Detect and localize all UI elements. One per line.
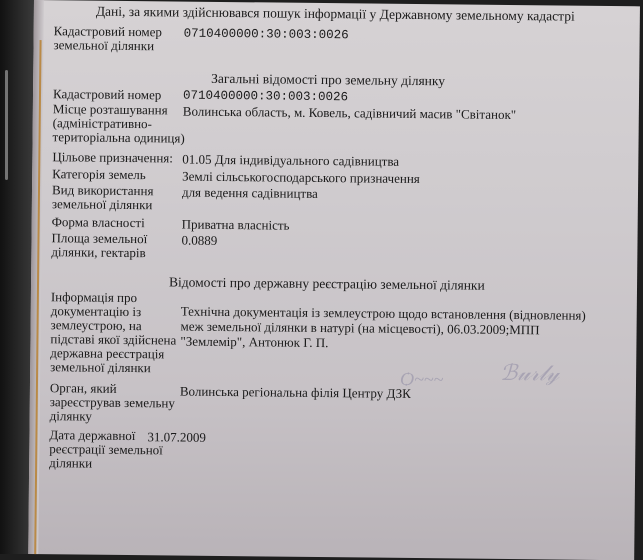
doc-value-2: меж земельної ділянки в натурі (на місцевості), 06.03.2009;МПП [180,318,540,338]
usage-label-1: Вид використання [51,182,154,199]
search-cadastral-value: 0710400000:30:003:0026 [183,26,349,43]
organ-label-3: ділянку [49,408,93,424]
purpose-label: Цільове призначення: [52,149,174,166]
margin-line [34,40,41,560]
general-cadastral-value: 0710400000:30:003:0026 [182,88,349,105]
category-value: Землі сільськогосподарського призначення [182,168,420,187]
doc-label-5: державна реєстрація [50,345,165,362]
doc-value-3: "Землемір", Антонюк Г. П. [180,333,329,351]
location-label-3: територіальна одиниця) [52,129,185,146]
category-label: Категорія земель [52,166,146,183]
doc-label-3: землеустрою, на [50,317,142,334]
search-cadastral-label-1: Кадастровий номер [53,23,163,40]
date-label-3: ділянки [49,455,93,471]
doc-value-1: Технічна документація із землеустрою щодо встановлення (відновлення) [180,303,586,323]
search-section-title: Дані, за якими здійснювався пошук інформації у Державному земельному кадастрі [95,3,575,24]
date-value: 31.07.2009 [147,429,207,445]
organ-label-2: зареєстрував земельну [49,394,175,411]
doc-label-1: Інформація про [50,289,138,306]
doc-label-6: земельної ділянки [50,359,151,376]
usage-value: для ведення садівництва [181,184,318,201]
document-page [28,0,640,560]
usage-label-2: земельної ділянки [51,196,153,213]
area-label-2: ділянки, гектарів [51,244,146,261]
location-label-2: (адміністративно- [52,115,153,132]
location-value: Волинська область, м. Ковель, садівничий масив "Світанок" [182,103,517,123]
organ-value: Волинська регіональна філія Центру ДЗК [179,383,411,401]
search-cadastral-label-2: земельної ділянки [53,37,155,54]
general-section-title: Загальні відомості про земельну ділянку [211,70,446,89]
bleed-through-stamp: Ѻ~~~ [399,368,444,390]
area-value: 0.0889 [181,232,218,248]
bleed-through-signature: ℬ𝓊𝓇𝓁𝓎 [499,359,560,386]
doc-label-4: підставі якої здійснена [50,331,177,348]
organ-label-1: Орган, який [49,380,117,396]
cord-decoration [5,70,8,180]
general-cadastral-label: Кадастровий номер [52,86,162,103]
ownership-label: Форма власності [51,214,145,231]
date-label-2: реєстрації земельної [49,441,163,458]
ownership-value: Приватна власність [181,216,290,233]
location-label-1: Місце розташування [52,101,168,118]
registration-section-title: Відомості про державну реєстрацію земельної ділянки [168,274,485,293]
area-label-1: Площа земельної [51,230,148,247]
doc-label-2: документацію із [50,303,142,320]
purpose-value: 01.05 Для індивідуального садівництва [182,151,400,169]
date-label-1: Дата державної [49,427,136,444]
